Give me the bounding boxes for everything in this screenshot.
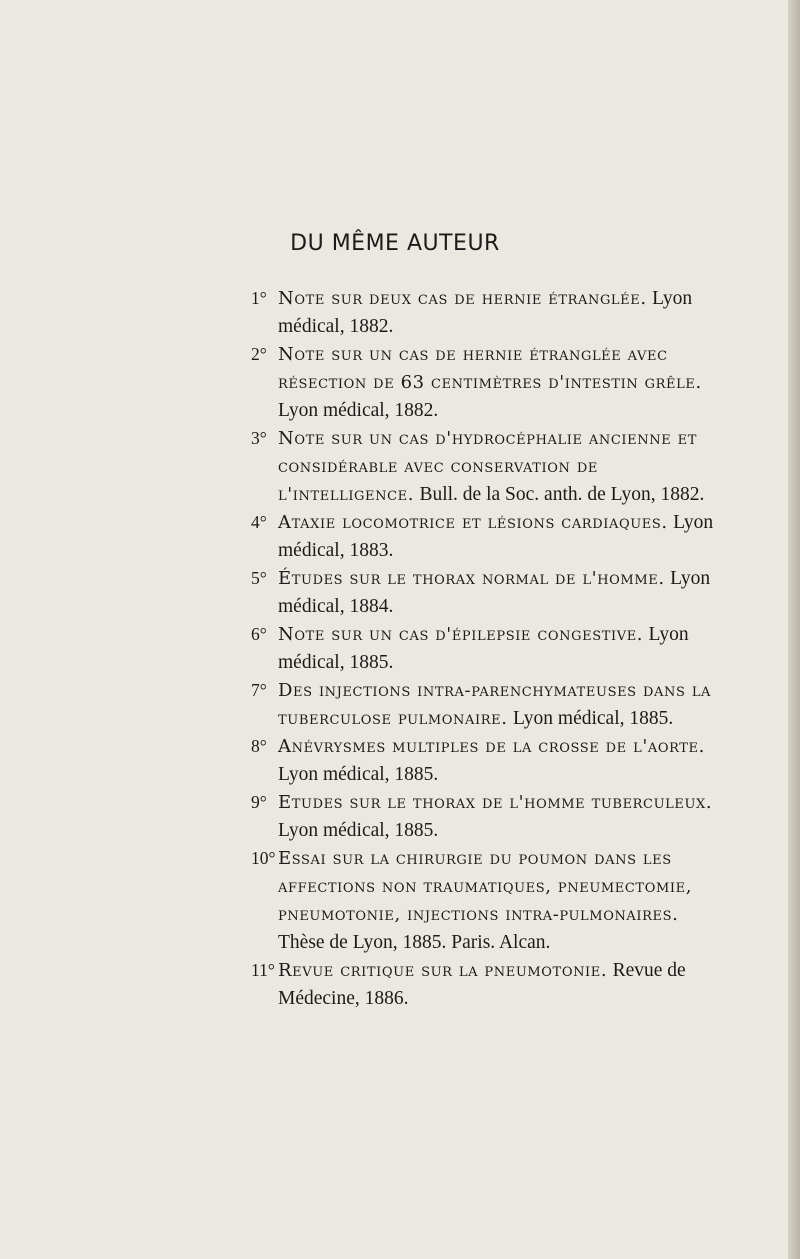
item-number: 9° <box>251 792 267 812</box>
list-item <box>251 425 721 509</box>
item-source: Lyon médical, 1885. <box>512 708 674 729</box>
item-source: Lyon médical, 1885. <box>278 764 439 785</box>
list-item <box>251 509 721 565</box>
item-title: Ataxie locomotrice et lésions cardiaques. <box>278 512 668 533</box>
item-source: Thèse de Lyon, 1885. Paris. Alcan. <box>278 932 551 953</box>
item-number: 6° <box>251 624 267 644</box>
item-title: Note sur un cas de hernie étranglée avec résection de 63 centimètres d'intestin grêle. <box>278 344 702 393</box>
item-source: Lyon médical, 1884. <box>278 568 711 617</box>
item-source: Lyon médical, 1882. <box>278 400 439 421</box>
item-source: Lyon médical, 1885. <box>278 820 439 841</box>
list-item <box>251 677 721 733</box>
item-source: Lyon médical, 1883. <box>278 512 714 561</box>
list-item <box>251 733 721 789</box>
item-title: Anévrysmes multiples de la crosse de l'aorte. <box>278 736 705 757</box>
item-number: 4° <box>251 512 267 532</box>
page-edge <box>788 0 800 1259</box>
item-title: Note sur deux cas de hernie étranglée. <box>278 288 647 309</box>
item-title: Études sur le thorax normal de l'homme. <box>278 568 665 589</box>
item-source: Bull. de la Soc. anth. de Lyon, 1882. <box>419 484 705 505</box>
bibliography-list <box>251 285 721 1013</box>
item-source: Lyon médical, 1882. <box>278 288 693 337</box>
item-title: Note sur un cas d'hydrocéphalie ancienne et considérable avec conservation de l'intelligence. <box>278 428 697 505</box>
item-title: Note sur un cas d'épilepsie congestive. <box>278 624 644 645</box>
item-number: 11° <box>251 960 275 980</box>
item-number: 5° <box>251 568 267 588</box>
item-title: Des injections intra-parenchymateuses dans la tuberculose pulmonaire. <box>278 680 712 729</box>
list-item <box>251 285 721 341</box>
page-heading: DU MÊME AUTEUR <box>290 231 500 256</box>
list-item <box>251 957 721 1013</box>
item-number: 10° <box>251 848 276 868</box>
item-number: 7° <box>251 680 267 700</box>
item-title: Essai sur la chirurgie du poumon dans les affections non traumatiques, pneumectomie, pneumotonie, injections intra-pulmonaires. <box>278 848 693 925</box>
item-title: Etudes sur le thorax de l'homme tuberculeux. <box>278 792 713 813</box>
list-item <box>251 845 721 957</box>
item-number: 1° <box>251 288 267 308</box>
item-number: 3° <box>251 428 267 448</box>
list-item <box>251 341 721 425</box>
item-number: 2° <box>251 344 267 364</box>
list-item <box>251 565 721 621</box>
item-source: Lyon médical, 1885. <box>278 624 689 673</box>
item-source: Revue de Médecine, 1886. <box>278 960 686 1009</box>
list-item <box>251 621 721 677</box>
list-item <box>251 789 721 845</box>
item-title: Revue critique sur la pneumotonie. <box>278 960 608 981</box>
item-number: 8° <box>251 736 267 756</box>
